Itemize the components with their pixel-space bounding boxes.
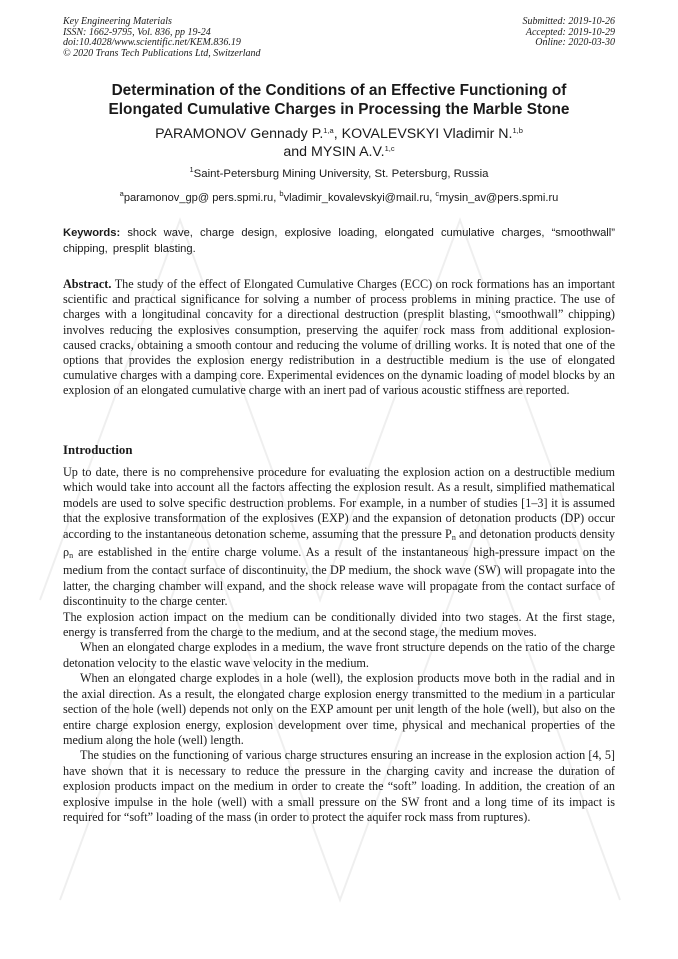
- author-and: and: [283, 144, 311, 160]
- keywords: [63, 225, 615, 257]
- keywords-label: Keywords:: [63, 227, 121, 239]
- paragraph-text: and detonation products density ρ: [63, 526, 615, 560]
- section-heading-introduction: Introduction: [63, 443, 133, 457]
- email-b-marker: b: [279, 189, 284, 198]
- email-a: paramonov_gp@ pers.spmi.ru,: [123, 192, 280, 204]
- email-b: vladimir_kovalevskyi@mail.ru,: [283, 192, 436, 204]
- paragraph-text: are established in the entire charge volume. As a result of the instantaneous high-pressure impact on the medium from the contact surface of discontinuity, the DP medium, the shock wave (SW) will propagate into the latter, the charging chamber will expand, and the shock release wave will propagate from the contact surface of discontinuity to the charge center.: [63, 545, 615, 609]
- paragraph: [63, 465, 615, 610]
- author-list: [63, 125, 615, 161]
- accepted-date: Accepted: 2019-10-29: [525, 26, 615, 38]
- submitted-date: Submitted: 2019-10-26: [522, 16, 615, 27]
- author-3: MYSIN A.V.: [311, 144, 385, 160]
- journal-info: [63, 17, 261, 59]
- author-2-affil: 1,b: [512, 126, 523, 135]
- email-c-marker: c: [435, 189, 440, 198]
- email-c: mysin_av@pers.spmi.ru: [439, 192, 559, 204]
- subscript: n: [69, 551, 74, 561]
- abstract: [63, 277, 615, 399]
- abstract-label: Abstract.: [63, 277, 112, 291]
- email-a-marker: a: [119, 189, 124, 198]
- paragraph: The explosion action impact on the medium can be conditionally divided into two stages. At the first stage, energy is transferred from the charge to the medium, and at the second stage, the medium moves.: [63, 609, 615, 640]
- journal-doi: doi:10.4028/www.scientific.net/KEM.836.19: [63, 37, 241, 49]
- subscript: n: [451, 532, 456, 542]
- author-emails: [63, 189, 615, 204]
- affiliation: [63, 165, 615, 180]
- affiliation-marker: 1: [189, 165, 194, 174]
- abstract-text: The study of the effect of Elongated Cumulative Charges (ECC) on rock formations has an important scientific and practical significance for solving a number of process problems in mining practice. The use of charges with a longitudinal concavity for a directional destruction (presplit blasting, “smoothwall” chipping) involves reducing the explosives consumption, preserving the aquifer rock mass from additional explosion-caused cracks, obtaining a smooth contour and reducing the volume of drilling works. It is noted that one of the options that provides the explosion energy redistribution in a destructible medium is the use of elongated cumulative charges with a damping core. Experimental evidences on the dynamic loading of model blocks by an explosion of an elongated cumulative charge with an inert pad of various acoustic stiffness are reported.: [63, 277, 615, 398]
- journal-issn: ISSN: 1662-9795, Vol. 836, pp 19-24: [63, 26, 211, 38]
- author-1: PARAMONOV Gennady P.: [155, 126, 324, 142]
- introduction-body: [63, 465, 615, 825]
- author-3-affil: 1,c: [384, 144, 395, 153]
- affiliation-text: Saint-Petersburg Mining University, St. Petersburg, Russia: [193, 168, 489, 180]
- journal-name: Key Engineering Materials: [63, 16, 172, 27]
- paragraph: The studies on the functioning of various charge structures ensuring an increase in the explosion action [4, 5] have shown that it is necessary to reduce the pressure in the charging cavity and increase the duration of explosion products impact on the medium in order to create the “soft” loading. In addition, the creation of an explosive impulse in the hole (well) with a small pressure on the SW front and a long time of its impact is required for “soft” loading of the mass (in order to protect the aquifer rock mass from ruptures).: [63, 748, 615, 824]
- paragraph-text: Up to date, there is no comprehensive procedure for evaluating the explosion action on a destructible medium which would take into account all the factors affecting the explosion result. As a result, simplified mathematical models are used to solve specific destruction problems. For example, in a number of studies [1–3] it is assumed that the explosive transformation of the explosives (EXP) and the expansion of detonation products (DP) occur according to the instantaneous detonation scheme, assuming that the pressure P: [63, 465, 615, 541]
- journal-copyright: © 2020 Trans Tech Publications Ltd, Switzerland: [63, 47, 261, 59]
- paragraph: When an elongated charge explodes in a medium, the wave front structure depends on the ratio of the charge detonation velocity to the elastic wave velocity in the medium.: [63, 640, 615, 670]
- online-date: Online: 2020-03-30: [535, 37, 615, 49]
- author-separator: ,: [333, 126, 342, 142]
- title-line-1: Determination of the Conditions of an Effective Functioning of: [111, 82, 567, 99]
- title-line-2: Elongated Cumulative Charges in Processing the Marble Stone: [108, 101, 570, 118]
- submission-dates: [523, 17, 616, 49]
- paragraph: When an elongated charge explodes in a hole (well), the explosion products move both in the radial and in the axial direction. As a result, the elongated charge explosion energy transmitted to the medium in a particular section of the hole (well) depends not only on the EXP amount per unit length of the hole (well), but also on the entire charge explosion energy, explosion development over time, physical and mechanical properties of the medium along the hole (well) length.: [63, 671, 615, 747]
- keywords-text: shock wave, charge design, explosive loading, elongated cumulative charges, “smoothwall” chipping, presplit blasting.: [63, 227, 615, 255]
- paper-title: [63, 81, 615, 119]
- author-2: KOVALEVSKYI Vladimir N.: [341, 126, 513, 142]
- author-1-affil: 1,a: [323, 126, 334, 135]
